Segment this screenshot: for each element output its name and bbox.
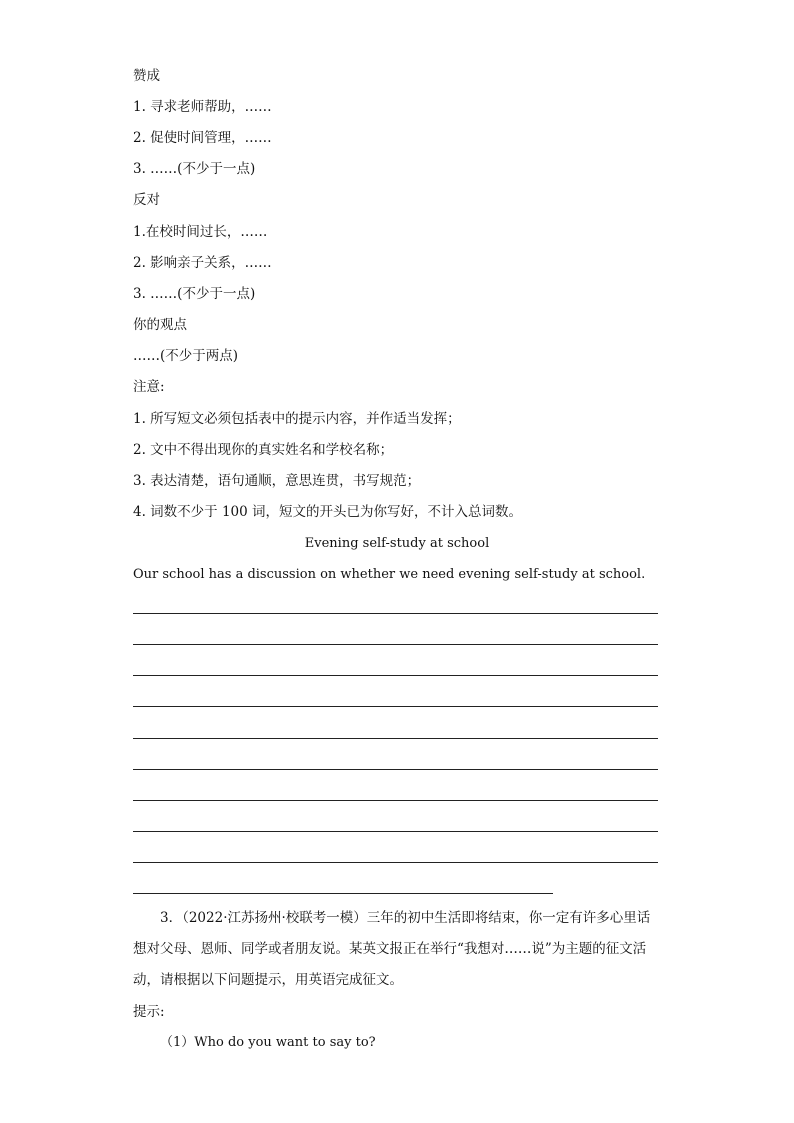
writing-line xyxy=(133,644,658,645)
note-3: 3. 表达清楚，语句通顺，意思连贯，书写规范； xyxy=(133,473,421,489)
writing-line xyxy=(133,675,658,676)
question-3: 3．（2022·江苏扬州·校联考一模）三年的初中生活即将结束，你一定有许多心里话想对父母、恩师、同学或者朋友说。某英文报正在举行“我想对……说”为主题的征文活动，请根据以下问题提示，用英语完成征文。 xyxy=(133,910,651,988)
for-item-1: 1. 寻求老师帮助，…… xyxy=(133,99,272,115)
opinion-item: ……(不少于两点) xyxy=(133,348,239,364)
notes-heading: 注意: xyxy=(133,379,165,395)
essay-title: Evening self-study at school xyxy=(304,536,490,551)
against-item-1: 1.在校时间过长，…… xyxy=(133,224,268,240)
against-item-3: 3. ……(不少于一点) xyxy=(133,286,256,302)
writing-line xyxy=(133,862,658,863)
for-item-2: 2. 促使时间管理，…… xyxy=(133,130,272,146)
writing-line xyxy=(133,738,658,739)
writing-line xyxy=(133,613,658,614)
note-2: 2. 文中不得出现你的真实姓名和学校名称； xyxy=(133,442,394,458)
writing-line xyxy=(133,769,658,770)
writing-line xyxy=(133,706,658,707)
writing-line xyxy=(133,800,658,801)
essay-opening: Our school has a discussion on whether we need evening self-study at school. xyxy=(133,567,646,582)
note-1: 1. 所写短文必须包括表中的提示内容，并作适当发挥； xyxy=(133,411,461,427)
note-4: 4. 词数不少于 100 词，短文的开头已为你写好，不计入总词数。 xyxy=(133,504,523,520)
writing-line xyxy=(133,831,658,832)
for-item-3: 3. ……(不少于一点) xyxy=(133,161,256,177)
tips-heading: 提示: xyxy=(133,1004,165,1020)
opinion-heading: 你的观点 xyxy=(133,317,187,333)
for-heading: 赞成 xyxy=(133,68,160,84)
against-item-2: 2. 影响亲子关系，…… xyxy=(133,255,272,271)
against-heading: 反对 xyxy=(133,192,160,208)
writing-line xyxy=(133,893,553,894)
tip-1: （1）Who do you want to say to? xyxy=(160,1035,376,1050)
